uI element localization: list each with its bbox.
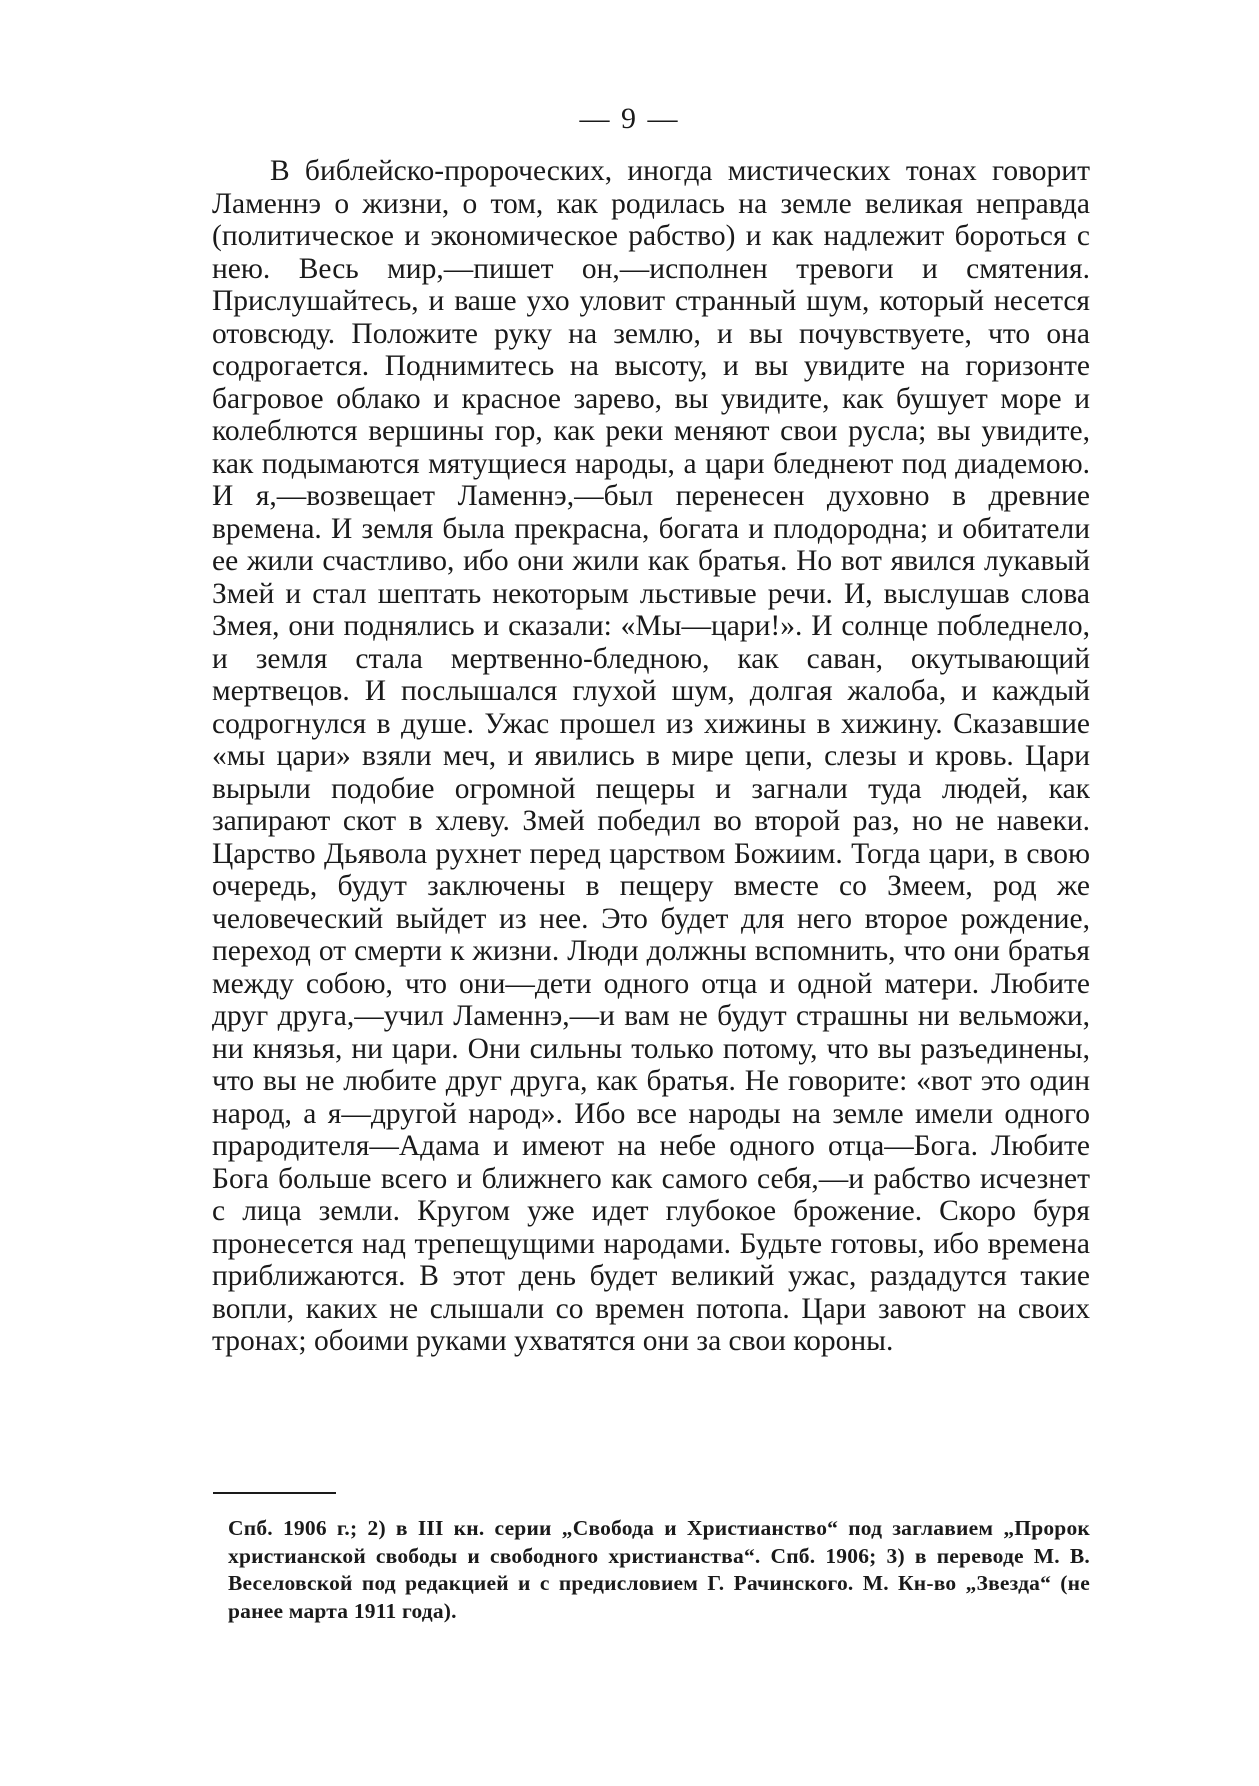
footnote: Спб. 1906 г.; 2) в III кн. серии „Свобода и Христианство“ под заглавием „Пророк христианской свободы и свободного христианства“. Спб. 1906; 3) в переводе М. В. Веселовской под редакцией и с предисловием Г. Рачинского. М. Кн-во „Звезда“ (не ранее марта 1911 года). (228, 1516, 1090, 1623)
main-text: В библейско-пророческих, иногда мистических тонах говорит Ламеннэ о жизни, о том, как родилась на земле великая неправда (политическое и экономическое рабство) и как надлежит бороться с нею. Весь мир,—пишет он,—исполнен тревоги и смятения. Прислушайтесь, и ваше ухо уловит странный шум, который несется отовсюду. Положите руку на землю, и вы почувствуете, что она содрогается. Поднимитесь на высоту, и вы увидите на горизонте багровое облако и красное зарево, вы увидите, как бушует море и колеблются вершины гор, как реки меняют свои русла; вы увидите, как подымаются мятущиеся народы, а цари бледнеют под диадемою. И я,—возвещает Ламеннэ,—был перенесен духовно в древние времена. И земля была прекрасна, богата и плодородна; и обитатели ее жили счастливо, ибо они жили как братья. Но вот явился лукавый Змей и стал шептать некоторым льстивые речи. И, выслушав слова Змея, они поднялись и сказали: «Мы—цари!». И солнце побледнело, и земля стала мертвенно-бледною, как саван, окутывающий мертвецов. И послышался глухой шум, долгая жалоба, и каждый содрогнулся в душе. Ужас прошел из хижины в хижину. Сказавшие «мы цари» взяли меч, и явились в мире цепи, слезы и кровь. Цари вырыли подобие огромной пещеры и загнали туда людей, как запирают скот в хлеву. Змей победил во второй раз, но не навеки. Царство Дьявола рухнет перед царством Божиим. Тогда цари, в свою очередь, будут заключены в пещеру вместе со Змеем, род же человеческий выйдет из нее. Это будет для него второе рождение, переход от смерти к жизни. Люди должны вспомнить, что они братья между собою, что они—дети одного отца и одной матери. Любите друг друга,—учил Ламеннэ,—и вам не будут страшны ни вельможи, ни князья, ни цари. Они сильны только потому, что вы разъединены, что вы не любите друг друга, как братья. Не говорите: «вот это один народ, а я—другой народ». Ибо все народы на земле имели одного прародителя—Адама и имеют на небе одного отца—Бога. Любите Бога больше всего и ближнего как самого себя,—и рабство исчезнет с лица земли. Кругом уже идет глубокое брожение. Скоро буря пронесется над трепещущими народами. Будьте готовы, ибо времена приближаются. В этот день будет великий ужас, раздадутся такие вопли, каких не слышали со времен потопа. Цари завоют на своих тронах; обоими руками ухватятся они за свои короны. (212, 155, 1090, 1357)
page-number: — 9 — (579, 102, 680, 135)
footnote-separator (213, 1492, 336, 1494)
